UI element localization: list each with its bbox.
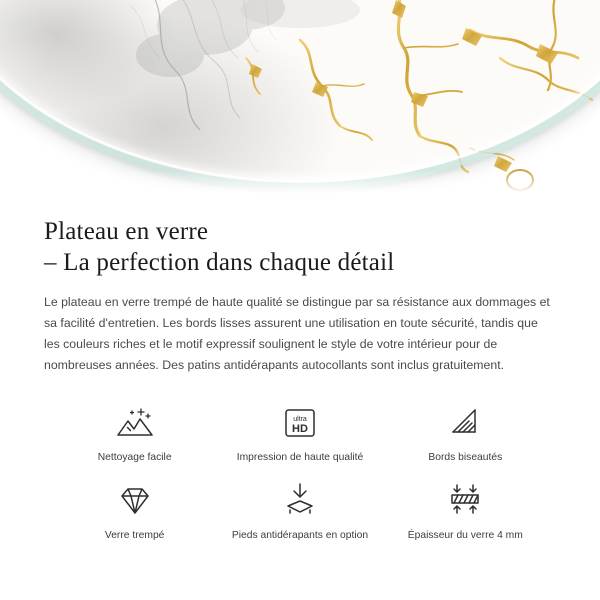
tempered-glass-diamond-icon [114,480,156,522]
headline-line-2: – La perfection dans chaque détail [44,249,395,276]
feature-label: Épaisseur du verre 4 mm [407,530,523,541]
hero-bottom-fade [0,170,600,196]
bevelled-edges-icon [444,402,486,444]
feature-item-bevelled-edges [383,402,548,464]
feature-item-glass-thickness [383,480,548,542]
feature-label: Bords biseautés [428,452,503,463]
hd-badge-bottom: HD [292,423,308,435]
anti-slip-feet-icon [279,480,321,522]
content-area [0,196,600,542]
feature-item-tempered-glass [52,480,217,542]
easy-clean-icon [114,402,156,444]
feature-label: Nettoyage facile [97,452,172,463]
headline-line-1: Plateau en verre [44,218,209,245]
glass-thickness-icon [444,480,486,522]
feature-grid [44,402,556,542]
ultra-badge-top: ultra [293,416,307,423]
feature-item-ultra-hd [217,402,382,464]
feature-label: Pieds antidérapants en option [231,530,369,541]
feature-item-easy-clean [52,402,217,464]
hero-image [0,0,600,196]
feature-item-anti-slip-feet [217,480,382,542]
description-paragraph: Le plateau en verre trempé de haute qualité se distingue par sa résistance aux dommages et sa facilité d'entretien. Les bords lisses assurent une utilisation en toute sécurité, tandis que les couleurs riches et le motif expressif soulignent le style de votre intérieur pour de nombreuses années. Des patins antidérapants autocollants sont inclus gratuitement. [44,295,550,372]
feature-label: Verre trempé [104,530,165,541]
ultra-hd-icon [279,402,321,444]
page-title [44,216,556,278]
feature-label: Impression de haute qualité [236,452,364,463]
